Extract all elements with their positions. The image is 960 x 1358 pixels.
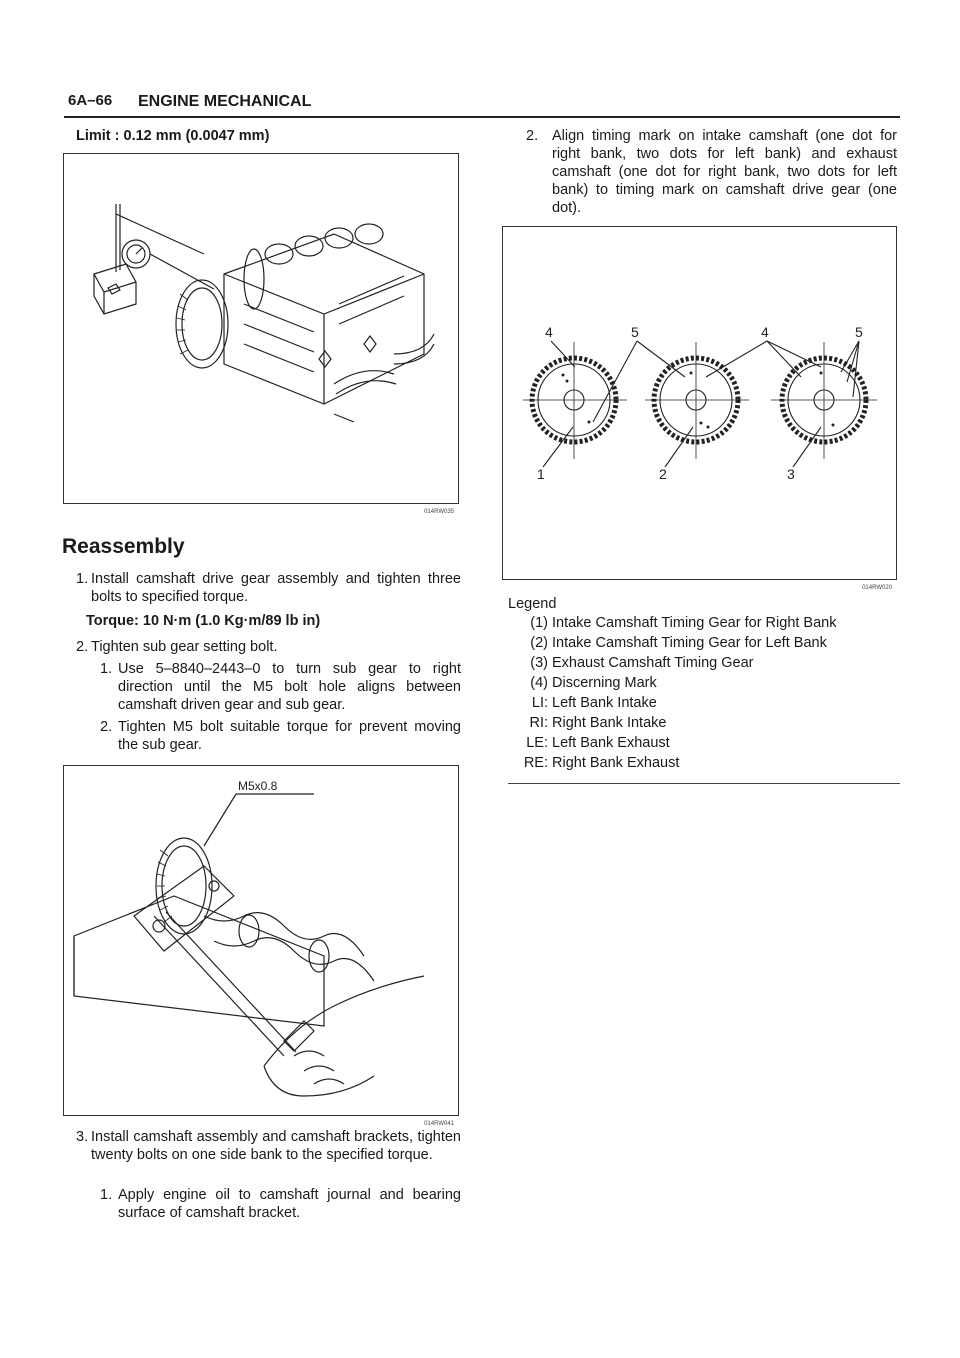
step-2-sub-1-number: 1.	[100, 661, 113, 677]
step-3-sub-1-text: Apply engine oil to camshaft journal and bearing surface of camshaft bracket.	[118, 1187, 461, 1221]
legend-item	[508, 655, 754, 675]
legend-text: Intake Camshaft Timing Gear for Left Bank	[552, 635, 827, 651]
label-3: 3	[787, 466, 795, 482]
legend-text: Right Bank Intake	[552, 715, 667, 731]
page-number: 6A–66	[68, 92, 113, 109]
figure-code: 014RW035	[424, 509, 454, 515]
legend-title: Legend	[508, 596, 557, 612]
step-2-sub-2-number: 2.	[100, 719, 113, 735]
step-2-text: Tighten sub gear setting bolt.	[91, 639, 278, 655]
heading-reassembly: Reassembly	[62, 535, 185, 558]
legend-key: RE:	[523, 755, 548, 771]
step-1-number: 1.	[76, 571, 89, 587]
legend-item	[508, 635, 827, 655]
legend-rule	[508, 783, 900, 784]
align-step-text: Align timing mark on intake camshaft (one dot for right bank, two dots for left bank) and exhaust camshaft (one dot for right bank, two dots for left bank) to timing mark on camshaft drive gear (one dot).	[552, 128, 897, 216]
legend-item	[508, 675, 657, 695]
label-2: 2	[659, 466, 667, 482]
legend-item	[508, 735, 670, 755]
legend-text: Intake Camshaft Timing Gear for Right Bank	[552, 615, 837, 631]
legend-text: Exhaust Camshaft Timing Gear	[552, 655, 754, 671]
legend-key: (1)	[530, 615, 548, 631]
legend-text: Left Bank Intake	[552, 695, 657, 711]
label-5-left: 5	[631, 324, 639, 340]
legend-text: Discerning Mark	[552, 675, 657, 691]
label-1: 1	[537, 466, 545, 482]
legend-item	[508, 715, 667, 735]
figure-dial-gauge	[63, 153, 459, 515]
label-4-right: 4	[761, 324, 769, 340]
figure-timing-gears	[502, 226, 897, 591]
legend-key: (2)	[530, 635, 548, 651]
label-4-left: 4	[545, 324, 553, 340]
step-2-sub-1-text: Use 5–8840–2443–0 to turn sub gear to right direction until the M5 bolt hole aligns between camshaft driven gear and sub gear.	[118, 661, 461, 713]
legend-key: LI:	[531, 695, 548, 711]
sub-gear-illustration	[64, 766, 458, 1115]
bolt-size-label: M5x0.8	[238, 779, 278, 793]
torque-spec: Torque: 10 N·m (1.0 Kg·m/89 lb in)	[86, 613, 321, 629]
legend-item	[508, 755, 680, 775]
legend-text: Right Bank Exhaust	[552, 755, 680, 771]
step-3-number: 3.	[76, 1129, 89, 1145]
step-2-sub-2-text: Tighten M5 bolt suitable torque for prevent moving the sub gear.	[118, 719, 461, 753]
legend-item	[508, 615, 837, 635]
step-3-text: Install camshaft assembly and camshaft brackets, tighten twenty bolts on one side bank to the specified torque.	[91, 1129, 461, 1163]
legend-item	[508, 695, 657, 715]
legend-key: (3)	[530, 655, 548, 671]
section-title: ENGINE MECHANICAL	[138, 93, 312, 110]
step-3-sub-1-number: 1.	[100, 1187, 113, 1203]
legend-key: LE:	[526, 735, 548, 751]
legend-text: Left Bank Exhaust	[552, 735, 670, 751]
limit-spec: Limit : 0.12 mm (0.0047 mm)	[76, 128, 270, 144]
figure-code: 014RW041	[424, 1121, 454, 1127]
legend-key: RI:	[529, 715, 548, 731]
timing-gears-diagram	[503, 227, 896, 579]
dial-gauge-illustration	[64, 154, 458, 503]
step-2-number: 2.	[76, 639, 89, 655]
header-rule	[64, 116, 900, 118]
figure-sub-gear	[63, 765, 459, 1127]
align-step-number: 2.	[526, 128, 539, 144]
step-1-text: Install camshaft drive gear assembly and tighten three bolts to specified torque.	[91, 571, 461, 605]
figure-code: 014RW020	[862, 585, 892, 591]
legend-key: (4)	[530, 675, 548, 691]
label-5-right: 5	[855, 324, 863, 340]
